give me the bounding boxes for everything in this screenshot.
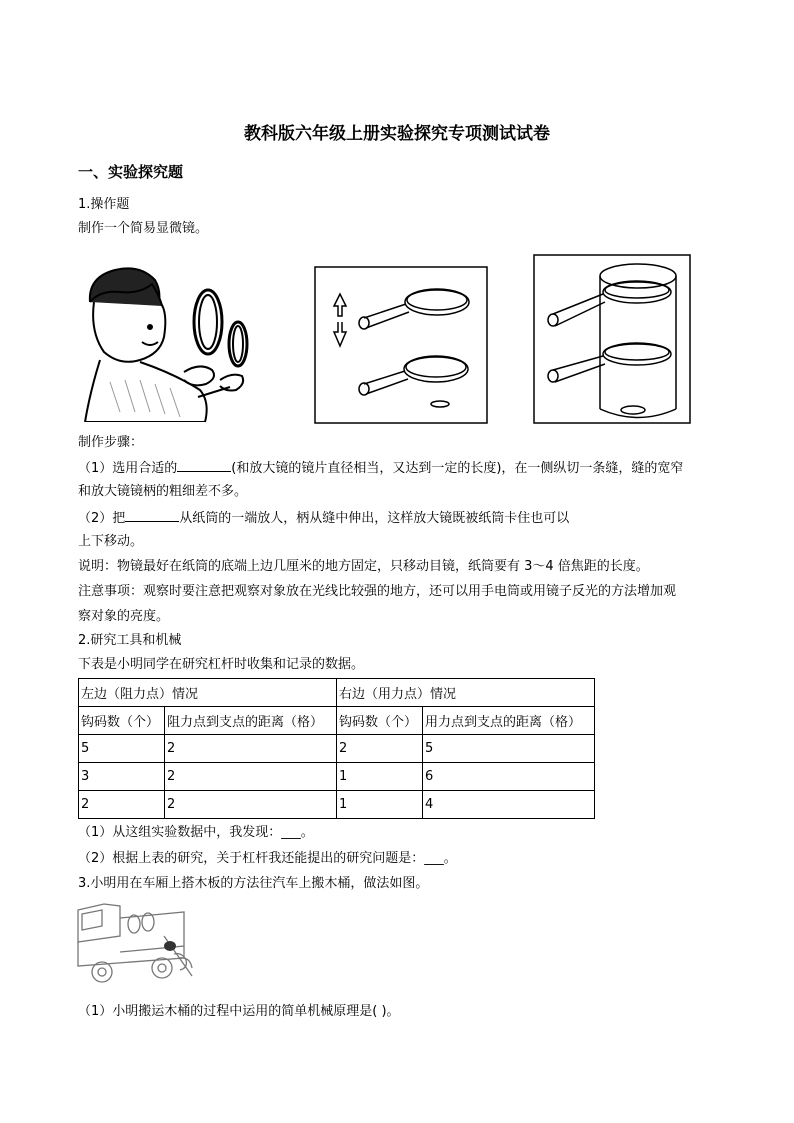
steps-heading: 制作步骤：: [78, 435, 144, 450]
group-right-header: 右边（用力点）情况: [337, 679, 595, 707]
q3-heading: 3.小明用在车厢上搭木板的方法往汽车上搬木桶，做法如图。: [78, 876, 429, 891]
q2-sub1: （1）从这组实验数据中，我发现：___。: [78, 825, 314, 840]
step1-text-b: (和放大镜的镜片直径相当，又达到一定的长度)，在一侧纵切一条缝，缝的宽窄: [231, 461, 684, 476]
q2-heading: 2.研究工具和机械: [78, 633, 182, 648]
table-header-row: [79, 707, 595, 735]
step2-line: [78, 509, 569, 527]
section-heading: 一、实验探究题: [78, 163, 184, 181]
step1-text-a: （1）选用合适的: [78, 461, 178, 476]
lever-data-table: [78, 678, 595, 819]
q2-intro: 下表是小明同学在研究杠杆时收集和记录的数据。: [78, 657, 365, 672]
table-group-row: [79, 679, 595, 707]
step2-blank[interactable]: [125, 509, 179, 522]
page-title: 教科版六年级上册实验探究专项测试试卷: [244, 124, 550, 144]
table-cell: 6: [423, 763, 595, 791]
step1-blank[interactable]: [177, 459, 231, 472]
truck-ramp-illustration: [74, 896, 194, 996]
table-cell: 2: [165, 791, 337, 819]
table-row: [79, 735, 595, 763]
table-cell: 5: [423, 735, 595, 763]
step2-text-a: （2）把: [78, 511, 126, 526]
col-header: 用力点到支点的距离（格）: [423, 707, 595, 735]
table-cell: 2: [165, 735, 337, 763]
step2-line-cont: 上下移动。: [78, 534, 144, 549]
col-header: 钩码数（个）: [337, 707, 423, 735]
table-cell: 2: [165, 763, 337, 791]
col-header: 钩码数（个）: [79, 707, 165, 735]
note-precautions: 注意事项：观察时要注意把观察对象放在光线比较强的地方，还可以用手电筒或用镜子反光的方法增加观: [78, 584, 677, 599]
table-row: [79, 791, 595, 819]
tube-microscope-diagram: [533, 254, 693, 426]
table-cell: 1: [337, 763, 423, 791]
table-cell: 1: [337, 791, 423, 819]
boy-with-magnifiers-illustration: [80, 262, 260, 422]
table-cell: 4: [423, 791, 595, 819]
table-cell: 2: [337, 735, 423, 763]
table-cell: 5: [79, 735, 165, 763]
q3-sub1: （1）小明搬运木桶的过程中运用的简单机械原理是( )。: [78, 1004, 400, 1019]
step1-line-cont: 和放大镜镜柄的粗细差不多。: [78, 484, 248, 499]
two-magnifiers-diagram: [314, 266, 490, 426]
q1-heading: 1.操作题: [78, 197, 130, 212]
step2-text-b: 从纸筒的一端放人，柄从缝中伸出，这样放大镜既被纸筒卡住也可以: [179, 511, 570, 526]
q2-sub2: （2）根据上表的研究，关于杠杆我还能提出的研究问题是：___。: [78, 851, 457, 866]
note-precautions-cont: 察对象的亮度。: [78, 609, 170, 624]
table-row: [79, 763, 595, 791]
table-cell: 2: [79, 791, 165, 819]
col-header: 阻力点到支点的距离（格）: [165, 707, 337, 735]
table-cell: 3: [79, 763, 165, 791]
group-left-header: 左边（阻力点）情况: [79, 679, 337, 707]
note-focal-length: 说明：物镜最好在纸筒的底端上边几厘米的地方固定，只移动目镜，纸筒要有 3～4 倍焦距的长度。: [78, 559, 649, 574]
step1-line: [78, 459, 683, 477]
q1-intro: 制作一个简易显微镜。: [78, 221, 209, 236]
